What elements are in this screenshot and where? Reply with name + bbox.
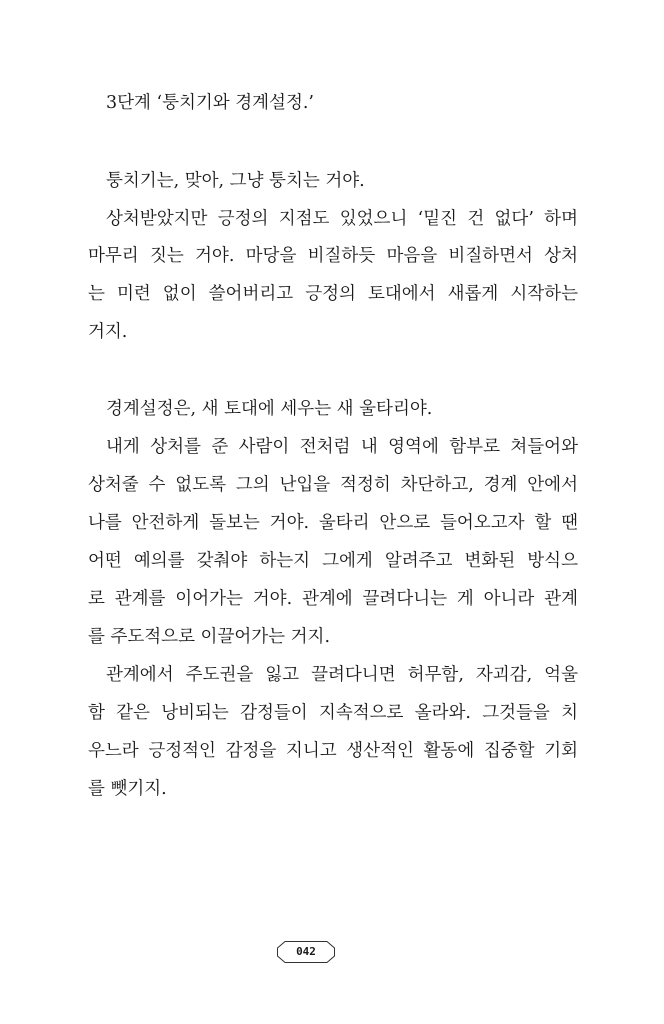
text-line: 우느라 긍정적인 감정을 지니고 생산적인 활동에 집중할 기회 (88, 741, 578, 761)
text-line: 로 관계를 이어가는 거야. 관계에 끌려다니는 게 아니라 관계 (88, 589, 578, 609)
text-line: 마무리 짓는 거야. 마당을 비질하듯 마음을 비질하면서 상처 (88, 246, 578, 266)
text-line: 를 뺏기지. (88, 779, 167, 799)
text-line: 를 주도적으로 이끌어가는 거지. (88, 627, 331, 647)
page-number-badge (277, 941, 335, 963)
section-heading: 3단계 ‘퉁치기와 경계설정.’ (106, 93, 314, 113)
text-line: 경계설정은, 새 토대에 세우는 새 울타리야. (106, 399, 433, 419)
text-line: 함 같은 낭비되는 감정들이 지속적으로 올라와. 그것들을 치 (88, 703, 578, 723)
page-number: 042 (296, 945, 316, 958)
text-line: 퉁치기는, 맞아, 그냥 퉁치는 거야. (106, 171, 365, 191)
text-line: 는 미련 없이 쓸어버리고 긍정의 토대에서 새롭게 시작하는 (88, 284, 578, 304)
text-line: 나를 안전하게 돌보는 거야. 울타리 안으로 들어오고자 할 땐 (88, 513, 578, 533)
text-line: 상처줄 수 없도록 그의 난입을 적정히 차단하고, 경계 안에서 (88, 475, 578, 495)
text-line: 내게 상처를 준 사람이 전처럼 내 영역에 함부로 쳐들어와 (106, 437, 578, 457)
text-line: 거지. (88, 322, 128, 342)
text-line: 상처받았지만 긍정의 지점도 있었으니 ‘밑진 건 없다’ 하며 (106, 209, 578, 229)
text-line: 관계에서 주도권을 잃고 끌려다니면 허무함, 자괴감, 억울 (106, 665, 578, 685)
text-line: 어떤 예의를 갖춰야 하는지 그에게 알려주고 변화된 방식으 (88, 551, 578, 571)
